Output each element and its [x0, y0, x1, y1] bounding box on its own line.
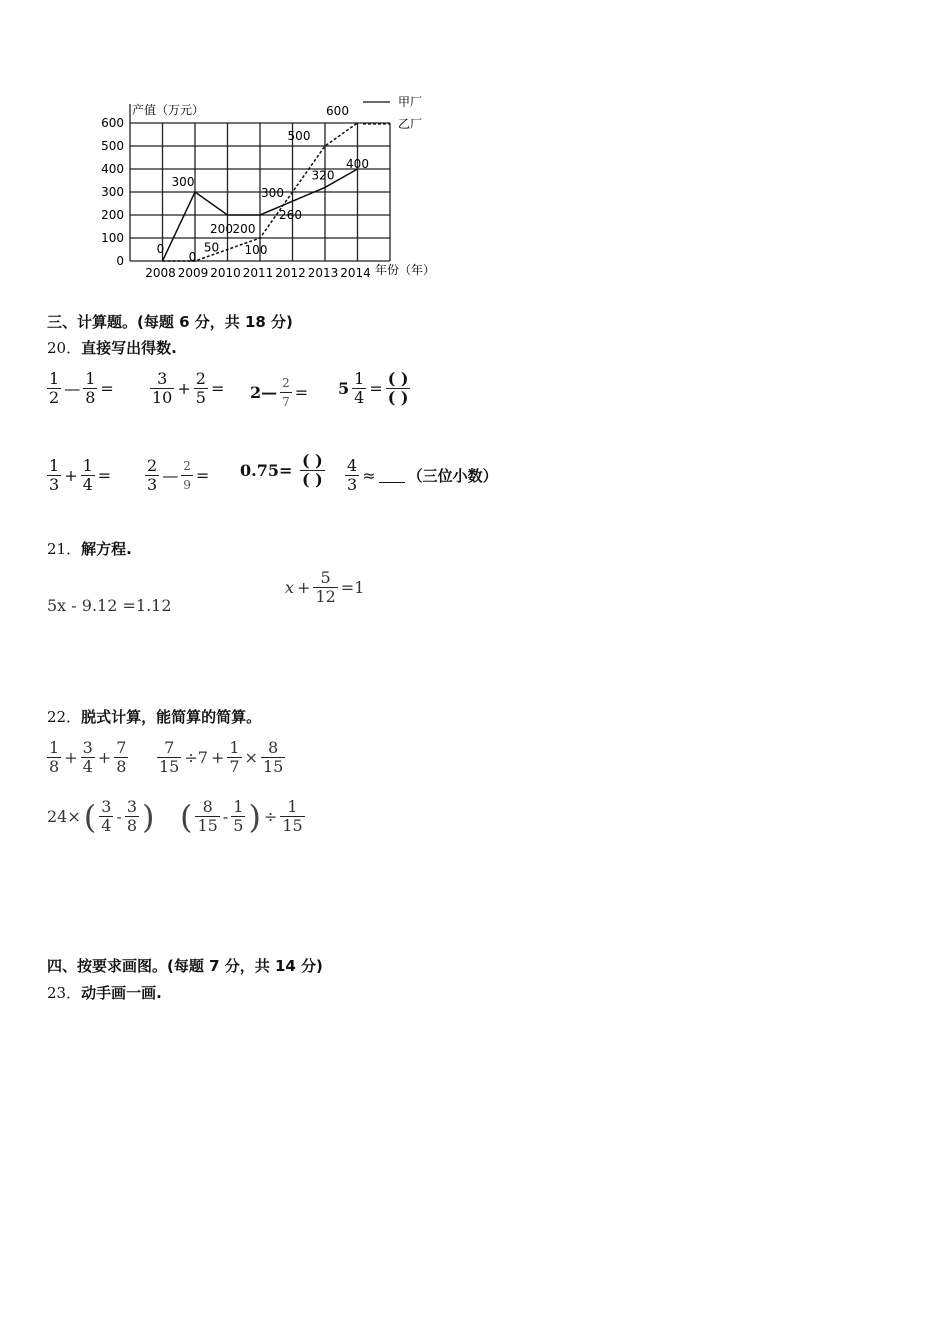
- x-tick-label: 2012: [275, 266, 306, 280]
- point-label: 200: [232, 222, 256, 236]
- fraction: $\frac{8}{15}$: [197, 797, 218, 835]
- fraction: $\frac{1}{15}$: [282, 797, 303, 835]
- x-tick-label: 2010: [210, 266, 241, 280]
- q21-equation-2: x + $\frac{5}{12}$ =1: [285, 568, 365, 606]
- q20-item-4: 5 $\frac{1}{4}$ = $\frac{( )}{( )}$: [338, 369, 409, 407]
- q22-expression-4: ( $\frac{8}{15}$ - $\frac{1}{5}$ ) ÷ $\frac{1}{15}$: [180, 797, 303, 836]
- point-label: 200: [210, 222, 233, 236]
- fraction: $\frac{1}{8}$: [49, 738, 60, 776]
- q20-number: 20．: [47, 339, 82, 357]
- q23-number: 23．: [47, 984, 82, 1002]
- y-tick-label: 100: [101, 231, 124, 245]
- point-label: 500: [287, 129, 311, 143]
- fraction: $\frac{3}{4}$: [82, 738, 93, 776]
- q23-text: 动手画一画.: [81, 984, 162, 1002]
- q22-expression-3: 24× ( $\frac{3}{4}$ - $\frac{3}{8}$ ): [47, 797, 155, 836]
- q22-number: 22．: [47, 708, 82, 726]
- point-label: 600: [326, 104, 349, 118]
- x-axis-label: 年份（年）: [375, 263, 436, 277]
- fraction: $\frac{5}{12}$: [315, 568, 336, 606]
- y-tick-label: 0: [116, 254, 124, 268]
- y-tick-label: 400: [101, 162, 124, 176]
- point-label: 300: [171, 175, 195, 189]
- point-label: 300: [261, 186, 284, 201]
- legend-yi: 乙厂: [398, 117, 423, 131]
- section-3-title: 三、计算题。(每题 6 分，共 18 分): [47, 313, 293, 331]
- q20-item-3: 2— $\frac{2}{7}$ =: [250, 376, 309, 409]
- point-label: 0: [156, 242, 165, 256]
- point-label: 400: [346, 157, 369, 171]
- q21-text: 解方程.: [81, 540, 132, 558]
- y-tick-label: 300: [101, 185, 124, 199]
- q20-text: 直接写出得数.: [81, 339, 177, 357]
- section-4-title: 四、按要求画图。(每题 7 分，共 14 分): [47, 957, 323, 975]
- x-tick-label: 2009: [177, 266, 209, 280]
- fraction: $\frac{2}{9}$: [183, 459, 191, 492]
- fraction: $\frac{3}{8}$: [126, 797, 138, 835]
- fraction: $\frac{1}{7}$: [229, 738, 240, 776]
- fraction: $\frac{2}{7}$: [282, 376, 290, 409]
- q20-header: [47, 337, 177, 358]
- answer-blank[interactable]: [379, 468, 405, 483]
- q21-equation-1: 5x - 9.12 =1.12: [47, 596, 172, 615]
- q21-number: 21．: [47, 540, 82, 558]
- q20-item-2: $\frac{3}{10}$ + $\frac{2}{5}$ =: [152, 369, 225, 407]
- y-tick-label: 600: [101, 116, 124, 130]
- point-label: 320: [311, 168, 335, 183]
- fraction: $\frac{2}{5}$: [195, 369, 206, 407]
- x-tick-label: 2011: [242, 266, 274, 280]
- x-tick-label: 2014: [340, 266, 371, 280]
- production-line-chart: [40, 92, 450, 288]
- q23-header: [47, 982, 162, 1003]
- point-label: 0: [188, 250, 197, 264]
- fraction: $\frac{7}{8}$: [116, 738, 127, 776]
- point-label: 260: [279, 208, 302, 223]
- q22-header: [47, 706, 261, 727]
- fraction: $\frac{1}{3}$: [49, 456, 60, 494]
- q21-header: [47, 538, 132, 559]
- q20-item-5: $\frac{1}{3}$ + $\frac{1}{4}$ =: [49, 456, 112, 494]
- fraction: $\frac{1}{4}$: [354, 369, 365, 407]
- fraction: $\frac{1}{8}$: [85, 369, 96, 407]
- answer-blank-fraction[interactable]: $\frac{( )}{( )}$: [302, 451, 323, 489]
- fraction: $\frac{3}{4}$: [101, 797, 112, 835]
- y-tick-label: 200: [101, 208, 124, 222]
- point-label: 100: [244, 243, 268, 257]
- fraction: $\frac{3}{10}$: [152, 369, 173, 407]
- q20-item-8: $\frac{4}{3}$ ≈ （三位小数）: [347, 456, 498, 494]
- legend-jia: 甲厂: [398, 95, 423, 109]
- answer-blank-fraction[interactable]: $\frac{( )}{( )}$: [387, 369, 409, 407]
- x-tick-label: 2008: [145, 266, 176, 280]
- fraction: $\frac{8}{15}$: [262, 738, 284, 776]
- q20-item-7: 0.75= $\frac{( )}{( )}$: [240, 452, 329, 489]
- q20-item-1: $\frac{1}{2}$ — $\frac{1}{8}$ =: [49, 369, 114, 407]
- fraction: $\frac{7}{15}$: [159, 738, 180, 776]
- x-tick-label: 2013: [307, 266, 339, 280]
- q22-text: 脱式计算，能简算的简算。: [81, 708, 262, 726]
- fraction: $\frac{1}{4}$: [82, 456, 93, 494]
- fraction: $\frac{4}{3}$: [347, 456, 358, 494]
- q22-expression-2: $\frac{7}{15}$ ÷7 + $\frac{1}{7}$ × $\frac{8}{15}$: [159, 738, 284, 776]
- fraction: $\frac{1}{2}$: [49, 369, 60, 407]
- q22-expression-1: $\frac{1}{8}$ + $\frac{3}{4}$ + $\frac{7}{8}$: [49, 738, 127, 776]
- y-axis-label: 产值（万元）: [132, 103, 205, 117]
- q20-item-6: $\frac{2}{3}$ — $\frac{2}{9}$ =: [147, 456, 210, 494]
- fraction: $\frac{2}{3}$: [147, 456, 158, 494]
- fraction: $\frac{1}{5}$: [233, 797, 244, 835]
- point-label: 50: [203, 240, 220, 255]
- y-tick-label: 500: [101, 139, 124, 153]
